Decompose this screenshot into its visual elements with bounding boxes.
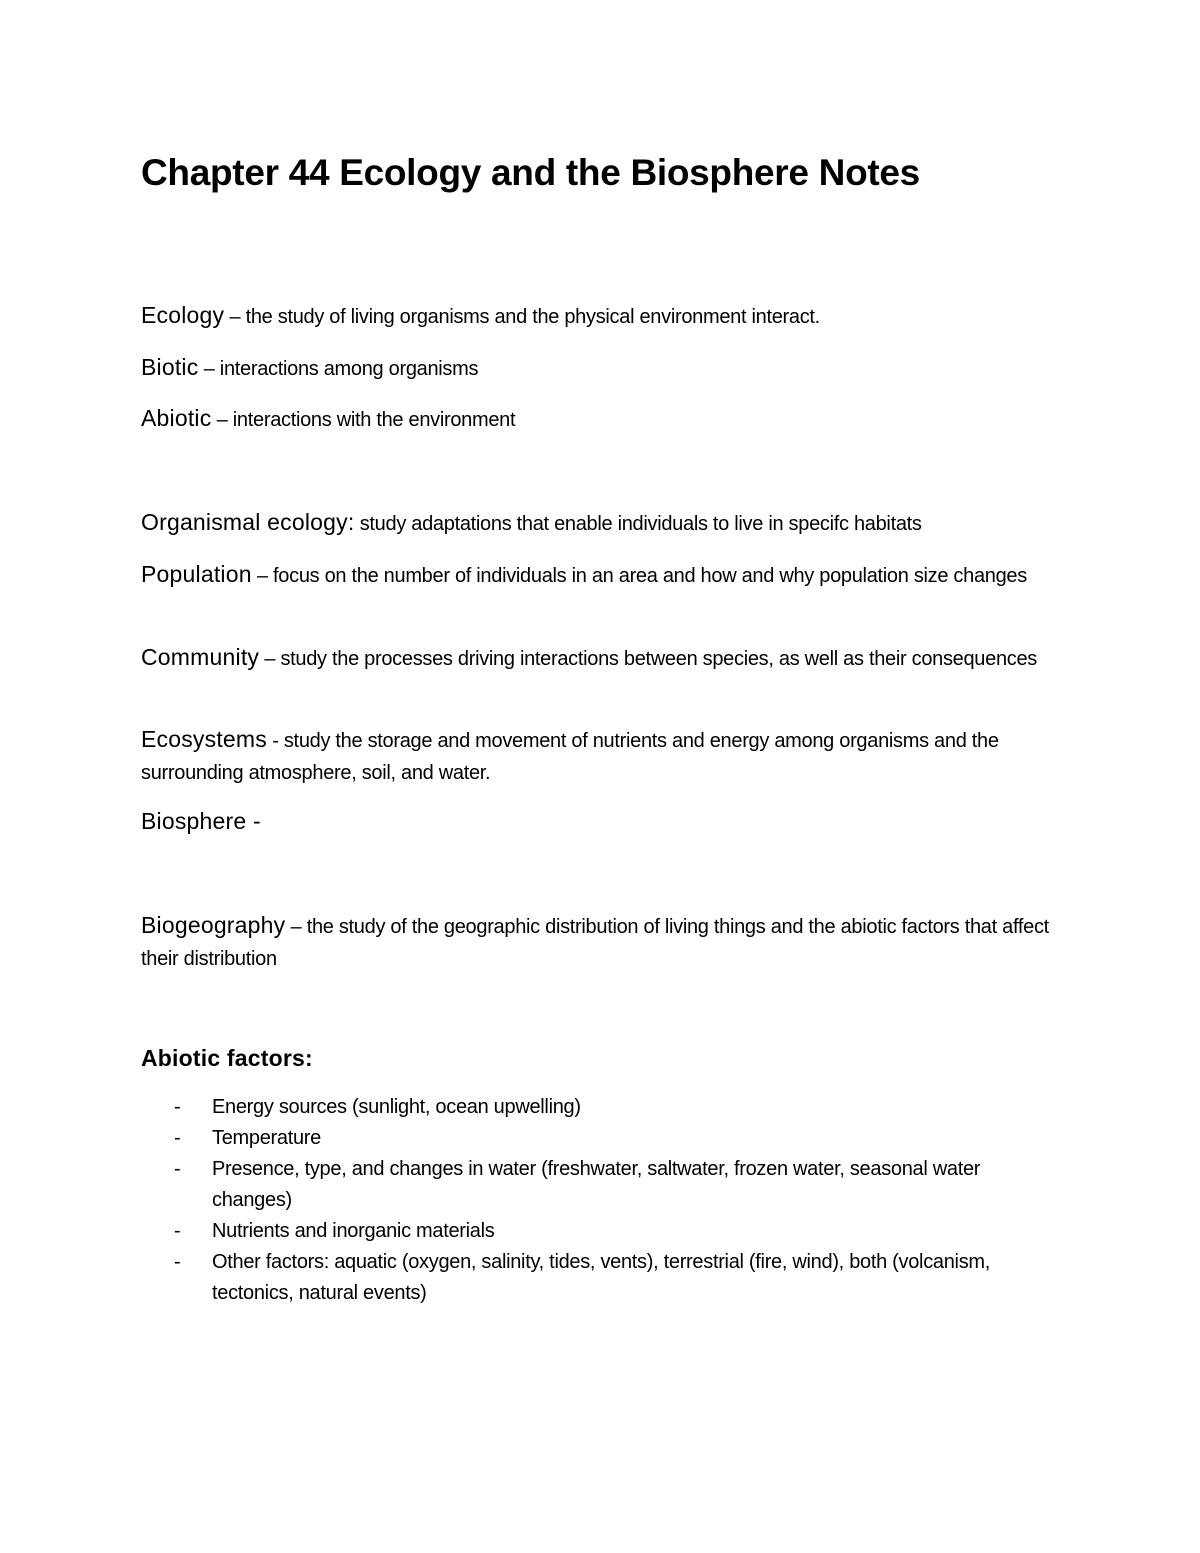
definition-community	[141, 641, 1061, 675]
list-item	[141, 1092, 1041, 1123]
term-label: Population	[141, 561, 252, 587]
term-separator: –	[285, 916, 307, 938]
list-item-text: Other factors: aquatic (oxygen, salinity, tides, vents), terrestrial (fire, wind), both (volcanism, tectonics, natural events)	[212, 1251, 991, 1304]
term-label: Biogeography	[141, 912, 286, 938]
definition-biosphere	[141, 805, 1061, 839]
term-label: Organismal ecology:	[141, 509, 355, 535]
definition-text: focus on the number of individuals in an area and how and why population size changes	[273, 565, 1027, 587]
definition-text: study adaptations that enable individuals to live in specifc habitats	[359, 513, 922, 535]
term-separator: –	[251, 565, 274, 587]
definition-biotic	[141, 351, 1061, 385]
bullet-dash: -	[174, 1220, 181, 1242]
list-item	[141, 1154, 1041, 1216]
definition-population	[141, 558, 1061, 592]
page-title: Chapter 44 Ecology and the Biosphere Notes	[141, 152, 920, 193]
term-label: Ecosystems	[141, 726, 267, 752]
definition-text: study the processes driving interactions between species, as well as their consequences	[280, 648, 1038, 670]
term-separator: –	[211, 409, 233, 431]
definition-text: the study of living organisms and the physical environment interact.	[245, 306, 820, 328]
term-separator: –	[224, 306, 246, 328]
definition-text: the study of the geographic distribution of living things and the abiotic factors that affect their distribution	[141, 916, 1049, 970]
bullet-dash: -	[174, 1127, 181, 1149]
bullet-dash: -	[174, 1251, 181, 1273]
term-label: Community	[141, 644, 260, 670]
term-label: Abiotic	[141, 405, 212, 431]
bullet-dash: -	[174, 1158, 181, 1180]
bullet-dash: -	[174, 1096, 181, 1118]
term-separator: –	[198, 358, 220, 380]
list-item	[141, 1216, 1041, 1247]
list-item-text: Temperature	[212, 1127, 321, 1149]
abiotic-factors-heading: Abiotic factors:	[141, 1045, 313, 1071]
term-separator: –	[259, 648, 281, 670]
definition-ecology	[141, 299, 1061, 333]
list-item-text: Energy sources (sunlight, ocean upwelling)	[212, 1096, 581, 1118]
list-item-text: Presence, type, and changes in water (freshwater, saltwater, frozen water, seasonal water changes)	[212, 1158, 981, 1211]
abiotic-factors-list	[141, 1092, 1041, 1309]
definition-text: interactions with the environment	[232, 409, 516, 431]
term-label: Biotic	[141, 354, 199, 380]
list-item	[141, 1123, 1041, 1154]
definition-ecosystems	[141, 723, 1061, 789]
definition-abiotic	[141, 402, 1061, 436]
term-label: Ecology	[141, 302, 225, 328]
term-separator: -	[246, 808, 261, 834]
term-separator: -	[266, 730, 284, 752]
definition-text: study the storage and movement of nutrients and energy among organisms and the surrounding atmosphere, soil, and water.	[141, 730, 999, 784]
list-item-text: Nutrients and inorganic materials	[212, 1220, 495, 1242]
term-label: Biosphere	[141, 808, 247, 834]
definition-biogeography	[141, 909, 1061, 975]
definition-text: interactions among organisms	[219, 358, 479, 380]
definition-organismal-ecology	[141, 506, 1061, 540]
list-item	[141, 1247, 1041, 1309]
